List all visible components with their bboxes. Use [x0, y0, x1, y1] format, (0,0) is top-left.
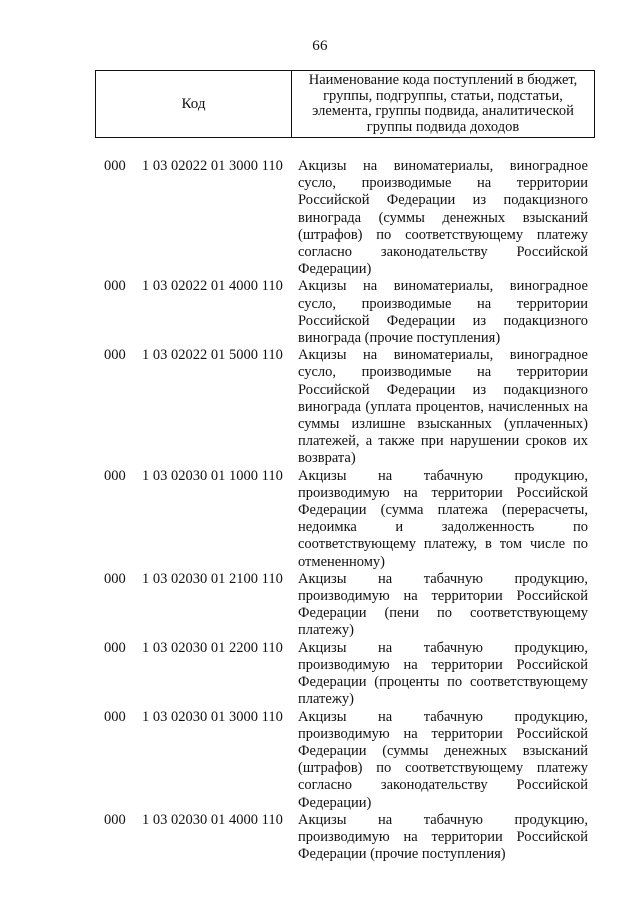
revenue-code: 1 03 02030 01 2200 110	[142, 639, 283, 656]
table-header	[95, 70, 595, 138]
table-row	[0, 468, 640, 571]
revenue-code: 1 03 02022 01 4000 110	[142, 278, 283, 295]
revenue-name: Акцизы на табачную продукцию, производимую на территории Российской Федерации (суммы денежных взысканий (штрафов) по соответствующему платежу согласно законодательству Российской Федерации)	[298, 708, 588, 811]
admin-code: 000	[104, 158, 126, 174]
table-row	[0, 640, 640, 709]
admin-code: 000	[104, 467, 126, 484]
revenue-code: 1 03 02022 01 5000 110	[142, 347, 283, 364]
table-row	[0, 278, 640, 347]
revenue-name: Акцизы на табачную продукцию, производимую на территории Российской Федерации (прочие поступления)	[298, 811, 588, 863]
revenue-name: Акцизы на табачную продукцию, производимую на территории Российской Федерации (сумма платежа (перерасчеты, недоимка и задолженность по соответствующему платежу, в том числе по отмененному)	[298, 467, 588, 570]
revenue-code: 1 03 02030 01 4000 110	[142, 811, 283, 828]
page-number: 66	[312, 38, 328, 54]
admin-code: 000	[104, 347, 126, 364]
table-row	[0, 571, 640, 640]
admin-code: 000	[104, 811, 126, 828]
admin-code: 000	[104, 708, 126, 725]
admin-code: 000	[104, 639, 126, 656]
revenue-code: 1 03 02030 01 2100 110	[142, 570, 283, 587]
revenue-name: Акцизы на виноматериалы, виноградное сусло, производимые на территории Российской Федерации из подакцизного винограда (уплата процентов, начисленных на суммы излишне взысканных (уплаченных) платежей, а также при нарушении сроков их возврата)	[298, 347, 588, 467]
revenue-code: 1 03 02022 01 3000 110	[142, 158, 283, 174]
header-code-cell: Код	[96, 71, 292, 137]
revenue-code-list	[0, 158, 640, 863]
revenue-name: Акцизы на виноматериалы, виноградное сусло, производимые на территории Российской Федерации из подакцизного винограда (прочие поступления)	[298, 278, 588, 347]
revenue-code: 1 03 02030 01 3000 110	[142, 708, 283, 725]
table-row	[0, 158, 640, 278]
revenue-name: Акцизы на табачную продукцию, производимую на территории Российской Федерации (пени по соответствующему платежу)	[298, 570, 588, 639]
revenue-name: Акцизы на виноматериалы, виноградное сусло, производимые на территории Российской Федерации из подакцизного винограда (суммы денежных взысканий (штрафов) по соответствующему платежу согласно законодательству Российской Федерации)	[298, 158, 588, 278]
admin-code: 000	[104, 278, 126, 295]
admin-code: 000	[104, 570, 126, 587]
table-row	[0, 347, 640, 467]
table-row	[0, 709, 640, 812]
revenue-name: Акцизы на табачную продукцию, производимую на территории Российской Федерации (проценты по соответствующему платежу)	[298, 639, 588, 708]
header-name-cell: Наименование кода поступлений в бюджет, группы, подгруппы, статьи, подстатьи, элемента, группы подвида, аналитической группы подвида доходов	[308, 72, 578, 135]
table-row	[0, 812, 640, 864]
revenue-code: 1 03 02030 01 1000 110	[142, 467, 283, 484]
